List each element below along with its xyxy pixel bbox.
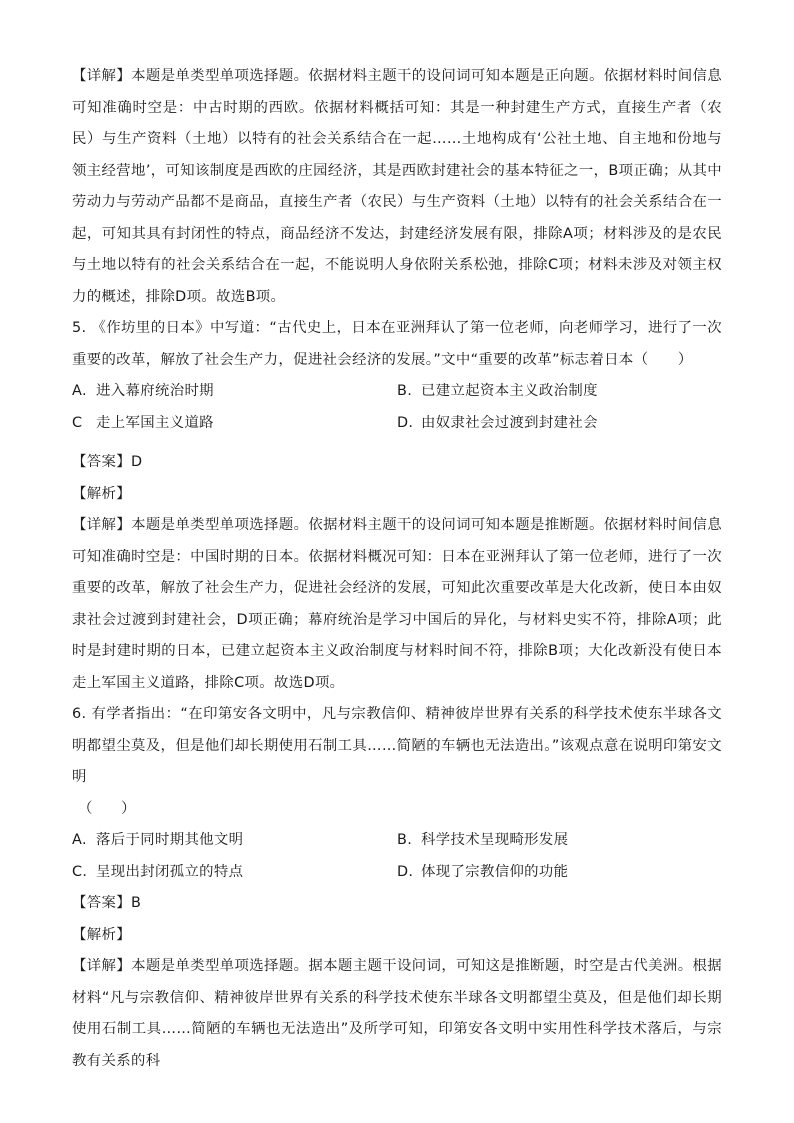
q6-analysis-label: 【解析】 (72, 926, 131, 943)
q6-options (72, 825, 722, 888)
q5-option-d-text: 由奴隶社会过渡到封建社会 (421, 414, 598, 431)
q5-stem: 5. 《作坊里的日本》中写道：“古代史上，日本在亚洲拜认了第一位老师，向老师学习，进行了一次重要的改革，解放了社会生产力，促进社会经济的发展。”文中“重要的改革”标志着日本（ ） (72, 320, 722, 368)
q6-option-d (397, 857, 722, 889)
q6-option-c-text: 呈现出封闭孤立的特点 (96, 863, 244, 880)
q5-option-b (397, 376, 722, 408)
q5-option-c (72, 408, 397, 440)
q5-option-c-letter: C (72, 414, 83, 431)
q5-option-c-text: 走上军国主义道路 (96, 414, 214, 431)
q6-option-c-letter: C. (72, 863, 88, 880)
q6-option-b-text: 科学技术呈现畸形发展 (421, 832, 569, 848)
q6-stem: 6. 有学者指出：“在印第安各文明中，凡与宗教信仰、精神彼岸世界有关系的科学技术使东半球各文明都望尘莫及，但是他们却长期使用石制工具……简陋的车辆也无法造出。”该观点意在说明印第安文明 (72, 706, 722, 785)
q6-explanation: 【详解】本题是单类型单项选择题。据本题主题干设问词，可知这是推断题，时空是古代美洲。根据材料“凡与宗教信仰、精神彼岸世界有关系的科学技术使东半球各文明都望尘莫及，但是他们却长期使用石制工具……简陋的车辆也无法造出”及所学可知，印第安各文明中实用性科学技术落后，与宗教有关系的科 (72, 958, 722, 1069)
document-content (72, 61, 722, 1077)
q6-option-d-text: 体现了宗教信仰的功能 (421, 863, 569, 880)
q6-option-a-letter: A. (72, 832, 87, 848)
q6-answer-bracket: （ ） (78, 800, 136, 817)
q6-option-d-letter: D. (397, 863, 414, 880)
q6-option-a-text: 落后于同时期其他文明 (96, 832, 244, 848)
q6-option-a (72, 825, 397, 857)
q5-options (72, 376, 722, 439)
q5-option-d-letter: D. (397, 414, 414, 431)
q5-explanation: 【详解】本题是单类型单项选择题。依据材料主题干的设问词可知本题是推断题。依据材料时间信息可知准确时空是：中国时期的日本。依据材料概况可知：日本在亚洲拜认了第一位老师，进行了一次重要的改革，解放了社会生产力，促进社会经济的发展，可知此次重要改革是大化改新，使日本由奴隶社会过渡到封建社会，D项正确；幕府统治是学习中国后的异化，与材料史实不符，排除A项；此时是封建时期的日本，已建立起资本主义政治制度与材料时间不符，排除B项；大化改新没有使日本走上军国主义道路，排除C项。故选D项。 (72, 517, 722, 691)
q5-option-a (72, 376, 397, 408)
q6-option-b (397, 825, 722, 857)
q6-answer: 【答案】B (72, 895, 142, 911)
q6-option-b-letter: B. (397, 832, 413, 848)
q5-option-b-text: 已建立起资本主义政治制度 (421, 383, 598, 399)
q5-analysis-label: 【解析】 (72, 485, 131, 502)
q6-option-c (72, 857, 397, 889)
q4-explanation: 【详解】本题是单类型单项选择题。依据材料主题干的设问词可知本题是正向题。依据材料时间信息可知准确时空是：中古时期的西欧。依据材料概括可知：其是一种封建生产方式，直接生产者（农民）与生产资料（土地）以特有的社会关系结合在一起……土地构成有‘公社土地、自主地和份地与领主经营地’，可知该制度是西欧的庄园经济，其是西欧封建社会的基本特征之一，B项正确；从其中劳动力与劳动产品都不是商品，直接生产者（农民）与生产资料（土地）以特有的社会关系结合在一起，可知其具有封闭性的特点，商品经济不发达，封建经济发展有限，排除A项；材料涉及的是农民与土地以特有的社会关系结合在一起，不能说明人身依附关系松弛，排除C项；材料未涉及对领主权力的概述，排除D项。故选B项。 (72, 68, 722, 305)
q5-option-d (397, 408, 722, 440)
q5-option-a-letter: A. (72, 383, 87, 399)
q5-answer: 【答案】D (72, 454, 143, 470)
q5-option-b-letter: B. (397, 383, 413, 399)
q5-option-a-text: 进入幕府统治时期 (96, 383, 214, 399)
